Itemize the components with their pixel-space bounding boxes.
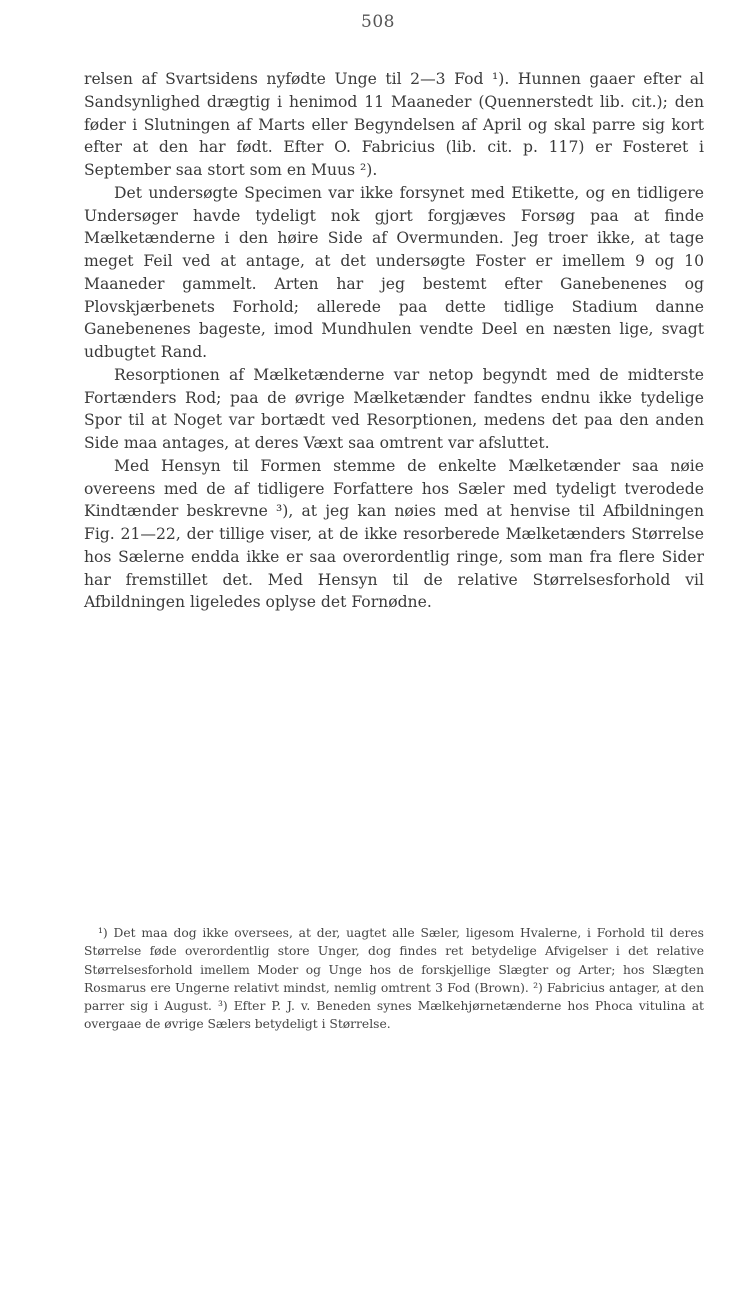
paragraph-1: relsen af Svartsidens nyfødte Unge til 2—3 Fod ¹). Hunnen gaaer efter al Sandsynlighed drægtig i henimod 11 Maaneder (Quennerstedt lib. cit.); den føder i Slutningen af Marts eller Begyndelsen af April og skal parre sig kort efter at den har født. Efter O. Fabricius (lib. cit. p. 117) er Fosteret i September saa stort som en Muus ²).	[84, 70, 704, 179]
footnotes	[84, 924, 704, 1034]
page-number: 508	[361, 12, 395, 32]
main-text	[84, 68, 704, 614]
paragraph-4: Med Hensyn til Formen stemme de enkelte Mælketænder saa nøie overeens med de af tidligere Forfattere hos Sæler med tydeligt tverodede Kindtænder beskrevne ³), at jeg kan nøies med at henvise til Afbildningen Fig. 21—22, der tillige viser, at de ikke resorberede Mælketænders Størrelse hos Sælerne endda ikke er saa overordentlig ringe, som man fra flere Sider har fremstillet det. Med Hensyn til de relative Størrelsesforhold vil Afbildningen ligeledes oplyse det Fornødne.	[84, 456, 704, 612]
footnote-block: ¹) Det maa dog ikke oversees, at der, uagtet alle Sæler, ligesom Hvalerne, i Forhold til deres Størrelse føde overordentlig store Unger, dog findes ret betydelige Afvigelser i det relative Størrelsesforhold imellem Moder og Unge hos de forskjellige Slægter og Arter; hos Slægten Rosmarus ere Ungerne relativt mindst, nemlig omtrent 3 Fod (Brown). ²) Fabricius antager, at den parrer sig i August. ³) Efter P. J. v. Beneden synes Mælkehjørnetænderne hos Phoca vitulina at overgaae de øvrige Sælers betydeligt i Størrelse.	[84, 926, 704, 1032]
paragraph-3: Resorptionen af Mælketænderne var netop begyndt med de midterste Fortænders Rod; paa de øvrige Mælketænder fandtes endnu ikke tydelige Spor til at Noget var bortædt ved Resorptionen, medens det paa den anden Side maa antages, at deres Væxt saa omtrent var afsluttet.	[84, 365, 704, 452]
paragraph-2: Det undersøgte Specimen var ikke forsynet med Etikette, og en tidligere Undersøger havde tydeligt nok gjort forgjæves Forsøg paa at finde Mælketænderne i den høire Side af Overmunden. Jeg troer ikke, at tage meget Feil ved at antage, at det undersøgte Foster er imellem 9 og 10 Maaneder gammelt. Arten har jeg bestemt efter Ganebenenes og Plovskjærbenets Forhold; allerede paa dette tidlige Stadium danne Ganebenenes bageste, imod Mundhulen vendte Deel en næsten lige, svagt udbugtet Rand.	[84, 183, 704, 361]
